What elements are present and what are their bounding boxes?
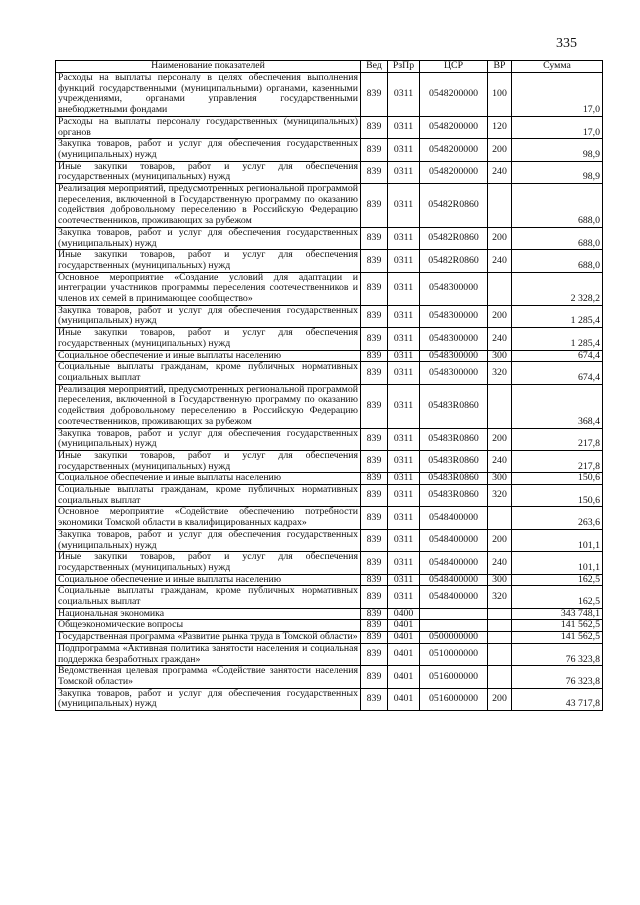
table-row	[56, 161, 603, 183]
cell-ved: 839	[361, 184, 388, 228]
cell-csr: 0516000000	[420, 688, 488, 710]
cell-vr: 320	[488, 485, 512, 507]
cell-ved: 839	[361, 250, 388, 272]
cell-vr: 200	[488, 305, 512, 327]
cell-vr: 300	[488, 350, 512, 362]
header-sum: Сумма	[512, 61, 603, 73]
cell-csr: 05483R0860	[420, 384, 488, 428]
cell-csr: 0516000000	[420, 666, 488, 688]
cell-rzpr: 0311	[388, 328, 420, 350]
cell-vr: 100	[488, 73, 512, 117]
table-row	[56, 305, 603, 327]
cell-ved: 839	[361, 350, 388, 362]
cell-csr: 0548300000	[420, 350, 488, 362]
cell-ved: 839	[361, 227, 388, 249]
table-row	[56, 362, 603, 384]
table-row	[56, 608, 603, 620]
table-row	[56, 529, 603, 551]
cell-ved: 839	[361, 73, 388, 117]
cell-name: Реализация мероприятий, предусмотренных региональной программой переселения, включенной в Государственную программу по оказанию содействия добровольному переселению в Российскую Федерацию соотечественников, проживающих за рубежом	[56, 384, 361, 428]
table-row	[56, 485, 603, 507]
table-row	[56, 450, 603, 472]
cell-rzpr: 0311	[388, 184, 420, 228]
table-row	[56, 73, 603, 117]
cell-vr: 200	[488, 227, 512, 249]
cell-csr: 05483R0860	[420, 450, 488, 472]
table-row	[56, 227, 603, 249]
cell-sum: 101,1	[512, 529, 603, 551]
cell-ved: 839	[361, 272, 388, 305]
cell-rzpr: 0311	[388, 507, 420, 529]
cell-name: Иные закупки товаров, работ и услуг для обеспечения государственных (муниципальных) нужд	[56, 450, 361, 472]
table-row	[56, 250, 603, 272]
header-vr: ВР	[488, 61, 512, 73]
cell-vr	[488, 272, 512, 305]
cell-sum: 674,4	[512, 362, 603, 384]
cell-csr: 0548300000	[420, 362, 488, 384]
cell-vr: 240	[488, 552, 512, 574]
cell-ved: 839	[361, 362, 388, 384]
cell-vr: 200	[488, 688, 512, 710]
cell-rzpr: 0401	[388, 688, 420, 710]
cell-rzpr: 0311	[388, 250, 420, 272]
table-row	[56, 620, 603, 632]
cell-ved: 839	[361, 688, 388, 710]
table-row	[56, 139, 603, 161]
cell-ved: 839	[361, 643, 388, 665]
table-row	[56, 643, 603, 665]
cell-vr: 240	[488, 161, 512, 183]
budget-table	[55, 60, 603, 711]
cell-sum: 263,6	[512, 507, 603, 529]
cell-rzpr: 0311	[388, 529, 420, 551]
cell-vr	[488, 666, 512, 688]
cell-name: Закупка товаров, работ и услуг для обеспечения государственных (муниципальных) нужд	[56, 227, 361, 249]
cell-vr: 320	[488, 362, 512, 384]
cell-ved: 839	[361, 666, 388, 688]
cell-vr: 200	[488, 428, 512, 450]
cell-vr: 200	[488, 529, 512, 551]
cell-sum: 162,5	[512, 586, 603, 608]
cell-ved: 839	[361, 485, 388, 507]
cell-sum: 141 562,5	[512, 632, 603, 644]
cell-rzpr: 0311	[388, 552, 420, 574]
cell-rzpr: 0401	[388, 620, 420, 632]
cell-rzpr: 0401	[388, 643, 420, 665]
cell-ved: 839	[361, 552, 388, 574]
cell-sum: 2 328,2	[512, 272, 603, 305]
cell-name: Иные закупки товаров, работ и услуг для обеспечения государственных (муниципальных) нужд	[56, 161, 361, 183]
cell-name: Ведомственная целевая программа «Содействие занятости населения Томской области»	[56, 666, 361, 688]
cell-name: Социальное обеспечение и иные выплаты населению	[56, 473, 361, 485]
cell-ved: 839	[361, 384, 388, 428]
cell-rzpr: 0311	[388, 73, 420, 117]
cell-rzpr: 0311	[388, 485, 420, 507]
cell-sum: 217,8	[512, 428, 603, 450]
cell-ved: 839	[361, 305, 388, 327]
cell-vr: 200	[488, 139, 512, 161]
cell-ved: 839	[361, 428, 388, 450]
cell-ved: 839	[361, 161, 388, 183]
cell-name: Расходы на выплаты персоналу государственных (муниципальных) органов	[56, 116, 361, 138]
cell-ved: 839	[361, 574, 388, 586]
table-row	[56, 184, 603, 228]
cell-ved: 839	[361, 328, 388, 350]
cell-name: Социальные выплаты гражданам, кроме публичных нормативных социальных выплат	[56, 362, 361, 384]
table-row	[56, 428, 603, 450]
cell-rzpr: 0311	[388, 428, 420, 450]
cell-rzpr: 0311	[388, 350, 420, 362]
cell-ved: 839	[361, 586, 388, 608]
cell-name: Иные закупки товаров, работ и услуг для обеспечения государственных (муниципальных) нужд	[56, 250, 361, 272]
cell-csr: 0548400000	[420, 507, 488, 529]
cell-csr	[420, 620, 488, 632]
cell-rzpr: 0311	[388, 305, 420, 327]
table-row	[56, 328, 603, 350]
cell-ved: 839	[361, 632, 388, 644]
cell-name: Расходы на выплаты персоналу в целях обеспечения выполнения функций государственными (муниципальными) органами, казенными учреждениями, органами управления государственными внебюджетными фондами	[56, 73, 361, 117]
cell-vr: 120	[488, 116, 512, 138]
cell-name: Государственная программа «Развитие рынка труда в Томской области»	[56, 632, 361, 644]
table-row	[56, 116, 603, 138]
cell-name: Социальные выплаты гражданам, кроме публичных нормативных социальных выплат	[56, 485, 361, 507]
cell-csr: 0548400000	[420, 552, 488, 574]
table-row	[56, 586, 603, 608]
table-row	[56, 350, 603, 362]
cell-sum: 98,9	[512, 139, 603, 161]
cell-csr: 0548300000	[420, 328, 488, 350]
cell-csr: 0548200000	[420, 139, 488, 161]
cell-sum: 98,9	[512, 161, 603, 183]
cell-name: Общеэкономические вопросы	[56, 620, 361, 632]
cell-csr: 0548400000	[420, 529, 488, 551]
cell-rzpr: 0311	[388, 227, 420, 249]
cell-csr: 0548400000	[420, 574, 488, 586]
cell-vr: 300	[488, 473, 512, 485]
cell-name: Закупка товаров, работ и услуг для обеспечения государственных (муниципальных) нужд	[56, 305, 361, 327]
cell-csr: 05482R0860	[420, 184, 488, 228]
cell-ved: 839	[361, 529, 388, 551]
cell-csr: 05482R0860	[420, 227, 488, 249]
cell-vr	[488, 608, 512, 620]
cell-sum: 217,8	[512, 450, 603, 472]
cell-ved: 839	[361, 507, 388, 529]
cell-csr: 0548200000	[420, 116, 488, 138]
cell-rzpr: 0311	[388, 384, 420, 428]
cell-csr: 0510000000	[420, 643, 488, 665]
cell-rzpr: 0400	[388, 608, 420, 620]
cell-sum: 688,0	[512, 227, 603, 249]
table-row	[56, 507, 603, 529]
cell-name: Национальная экономика	[56, 608, 361, 620]
cell-csr	[420, 608, 488, 620]
cell-vr	[488, 184, 512, 228]
cell-rzpr: 0401	[388, 632, 420, 644]
cell-rzpr: 0311	[388, 450, 420, 472]
header-rzpr: РзПр	[388, 61, 420, 73]
cell-sum: 141 562,5	[512, 620, 603, 632]
cell-sum: 368,4	[512, 384, 603, 428]
table-body	[56, 73, 603, 711]
cell-sum: 674,4	[512, 350, 603, 362]
cell-rzpr: 0311	[388, 139, 420, 161]
cell-ved: 839	[361, 620, 388, 632]
cell-rzpr: 0311	[388, 574, 420, 586]
cell-sum: 17,0	[512, 73, 603, 117]
header-ved: Вед	[361, 61, 388, 73]
cell-csr: 0548400000	[420, 586, 488, 608]
cell-sum: 43 717,8	[512, 688, 603, 710]
cell-csr: 05483R0860	[420, 428, 488, 450]
cell-vr: 300	[488, 574, 512, 586]
cell-vr: 240	[488, 250, 512, 272]
cell-rzpr: 0311	[388, 161, 420, 183]
cell-name: Иные закупки товаров, работ и услуг для обеспечения государственных (муниципальных) нужд	[56, 552, 361, 574]
cell-vr: 320	[488, 586, 512, 608]
table-header	[56, 61, 603, 73]
cell-sum: 17,0	[512, 116, 603, 138]
cell-rzpr: 0311	[388, 586, 420, 608]
table-row	[56, 632, 603, 644]
cell-name: Социальное обеспечение и иные выплаты населению	[56, 350, 361, 362]
page-number: 335	[556, 36, 577, 51]
table-row	[56, 272, 603, 305]
cell-name: Реализация мероприятий, предусмотренных региональной программой переселения, включенной в Государственную программу по оказанию содействия добровольному переселению в Российскую Федерацию соотечественников, проживающих за рубежом	[56, 184, 361, 228]
cell-rzpr: 0401	[388, 666, 420, 688]
table-row	[56, 666, 603, 688]
cell-ved: 839	[361, 608, 388, 620]
cell-csr: 0548300000	[420, 305, 488, 327]
cell-sum: 1 285,4	[512, 305, 603, 327]
cell-csr: 05483R0860	[420, 473, 488, 485]
cell-rzpr: 0311	[388, 272, 420, 305]
cell-name: Социальные выплаты гражданам, кроме публичных нормативных социальных выплат	[56, 586, 361, 608]
table-row	[56, 552, 603, 574]
cell-vr: 240	[488, 328, 512, 350]
cell-sum: 76 323,8	[512, 666, 603, 688]
cell-vr	[488, 384, 512, 428]
header-indicator-name: Наименование показателей	[56, 61, 361, 73]
cell-vr	[488, 620, 512, 632]
header-row	[56, 61, 603, 73]
cell-csr: 0500000000	[420, 632, 488, 644]
cell-sum: 150,6	[512, 473, 603, 485]
cell-sum: 101,1	[512, 552, 603, 574]
cell-name: Закупка товаров, работ и услуг для обеспечения государственных (муниципальных) нужд	[56, 529, 361, 551]
cell-ved: 839	[361, 116, 388, 138]
header-csr: ЦСР	[420, 61, 488, 73]
table-row	[56, 384, 603, 428]
cell-csr: 0548200000	[420, 161, 488, 183]
cell-rzpr: 0311	[388, 473, 420, 485]
cell-rzpr: 0311	[388, 362, 420, 384]
cell-vr	[488, 632, 512, 644]
cell-name: Основное мероприятие «Создание условий для адаптации и интеграции участников программы переселения соотечественников и членов их семей в принимающее сообщество»	[56, 272, 361, 305]
cell-csr: 05483R0860	[420, 485, 488, 507]
cell-vr: 240	[488, 450, 512, 472]
cell-name: Закупка товаров, работ и услуг для обеспечения государственных (муниципальных) нужд	[56, 139, 361, 161]
cell-csr: 0548200000	[420, 73, 488, 117]
cell-csr: 05482R0860	[420, 250, 488, 272]
cell-vr	[488, 643, 512, 665]
cell-sum: 162,5	[512, 574, 603, 586]
cell-name: Иные закупки товаров, работ и услуг для обеспечения государственных (муниципальных) нужд	[56, 328, 361, 350]
cell-csr: 0548300000	[420, 272, 488, 305]
cell-name: Основное мероприятие «Содействие обеспечению потребности экономики Томской области в квалифицированных кадрах»	[56, 507, 361, 529]
cell-name: Подпрограмма «Активная политика занятости населения и социальная поддержка безработных граждан»	[56, 643, 361, 665]
table-row	[56, 574, 603, 586]
cell-sum: 150,6	[512, 485, 603, 507]
cell-sum: 688,0	[512, 184, 603, 228]
cell-sum: 1 285,4	[512, 328, 603, 350]
cell-sum: 688,0	[512, 250, 603, 272]
cell-name: Закупка товаров, работ и услуг для обеспечения государственных (муниципальных) нужд	[56, 428, 361, 450]
cell-ved: 839	[361, 473, 388, 485]
cell-sum: 76 323,8	[512, 643, 603, 665]
cell-sum: 343 748,1	[512, 608, 603, 620]
cell-vr	[488, 507, 512, 529]
cell-ved: 839	[361, 139, 388, 161]
cell-rzpr: 0311	[388, 116, 420, 138]
table-row	[56, 473, 603, 485]
cell-ved: 839	[361, 450, 388, 472]
table-row	[56, 688, 603, 710]
cell-name: Закупка товаров, работ и услуг для обеспечения государственных (муниципальных) нужд	[56, 688, 361, 710]
cell-name: Социальное обеспечение и иные выплаты населению	[56, 574, 361, 586]
